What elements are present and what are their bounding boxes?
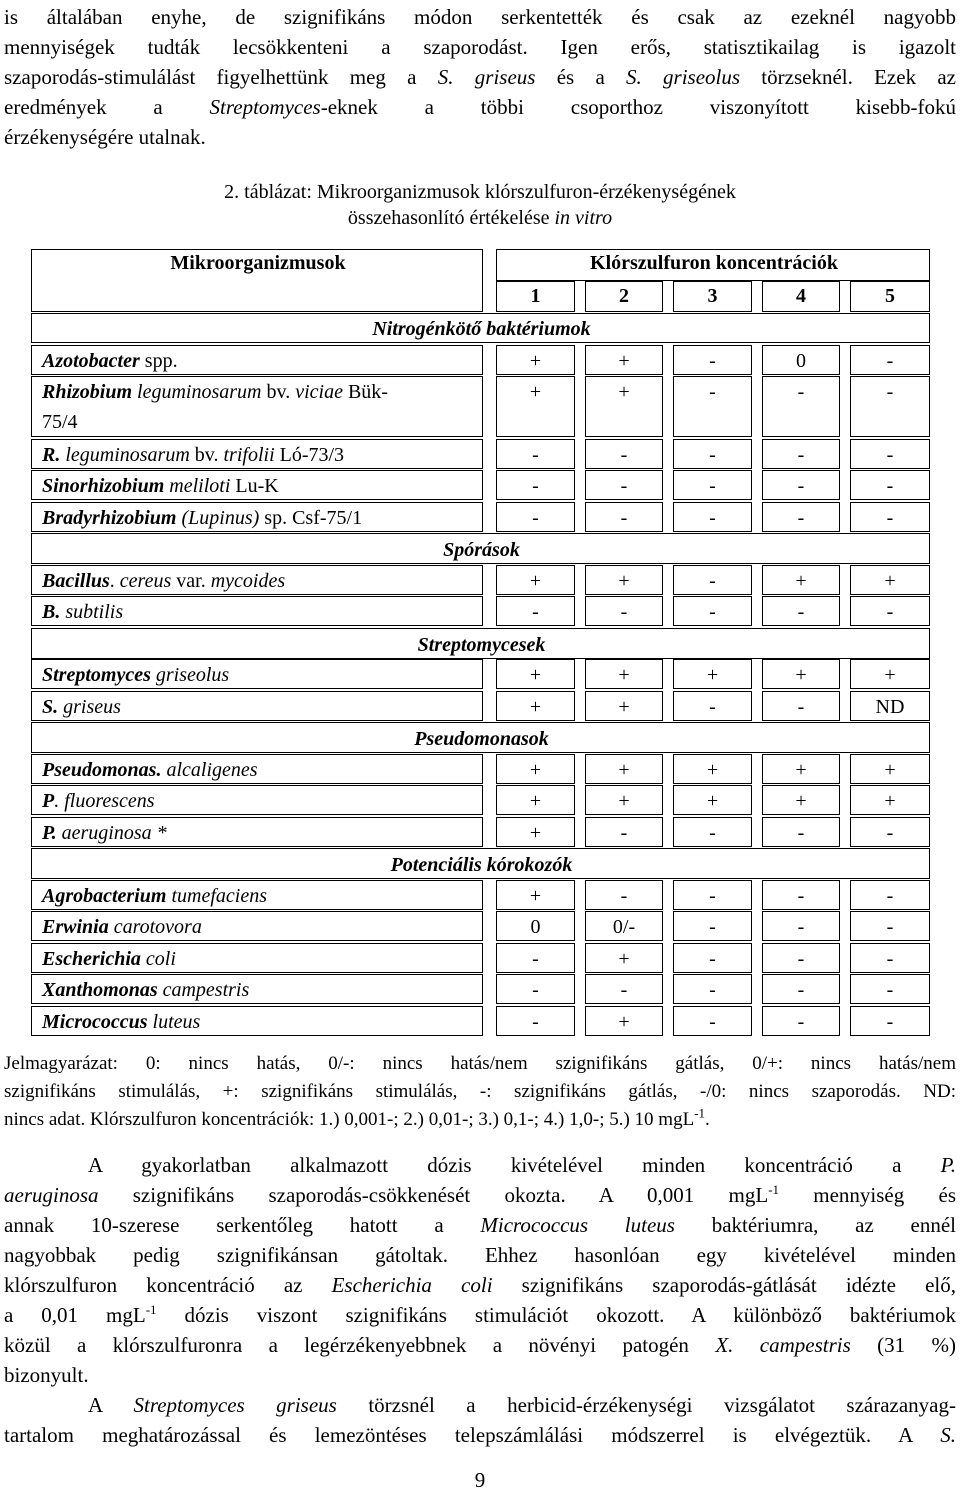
value-cell <box>496 974 575 1004</box>
value-cell <box>762 502 840 532</box>
value-text: - <box>532 601 539 623</box>
organism-name-part: leguminosarum <box>60 444 190 466</box>
value-cell <box>496 943 575 973</box>
organism-name-part: Ló-73/3 <box>274 444 345 466</box>
value-cell <box>585 785 663 815</box>
text-line: bizonyult. <box>4 1363 89 1387</box>
text-line: közül a klórszulfuronra a legérzékenyebbnek a növényi patogén X. campestris (31 %) <box>4 1333 957 1357</box>
value-text: + <box>529 696 542 718</box>
section-header-nitro <box>31 313 930 343</box>
organism-cell <box>31 880 483 910</box>
organism-name-part: Escherichia <box>42 948 141 970</box>
organism-name <box>42 505 362 531</box>
value-cell <box>585 911 663 941</box>
value-cell <box>496 880 575 910</box>
organism-name-part: trifolii <box>223 444 275 466</box>
organism-name <box>42 914 202 940</box>
organism-cell <box>31 345 483 375</box>
value-text: 0 <box>530 916 541 938</box>
organism-name-part: griseus <box>58 696 121 718</box>
body-paragraph-2 <box>4 1390 956 1450</box>
value-cell <box>585 754 663 784</box>
organism-cell <box>31 691 483 721</box>
organism-name <box>42 599 123 625</box>
organism-cell <box>31 439 483 469</box>
organism-cell <box>31 659 483 689</box>
value-cell <box>496 565 575 595</box>
value-text: - <box>620 475 628 497</box>
value-cell <box>496 1006 575 1036</box>
text-line: A gyakorlatban alkalmazott dózis kivételével minden koncentráció a P. <box>88 1153 956 1177</box>
organism-name <box>42 883 267 909</box>
value-text: + <box>529 790 542 812</box>
text-line: mennyiségek tudták lecsökkenteni a szaporodást. Igen erős, statisztikailag is igazolt <box>4 35 956 59</box>
value-cell <box>762 817 840 847</box>
organism-name-part: Bük- <box>342 381 388 403</box>
value-text: + <box>618 664 630 686</box>
table-legend <box>4 1050 956 1134</box>
value-text: - <box>620 979 628 1001</box>
value-text: + <box>706 664 719 686</box>
value-cell <box>762 880 840 910</box>
organism-cell <box>31 785 483 815</box>
value-text: + <box>618 948 630 970</box>
organism-name-part: R. <box>42 444 61 466</box>
value-text: - <box>532 1011 539 1033</box>
value-cell <box>585 943 663 973</box>
value-text: + <box>529 822 542 844</box>
value-text: - <box>797 1011 805 1033</box>
value-cell <box>762 911 840 941</box>
value-cell <box>496 785 575 815</box>
value-text: - <box>709 885 716 907</box>
value-cell <box>850 596 930 626</box>
organism-name <box>42 473 279 499</box>
value-text: - <box>532 948 539 970</box>
organism-name-part: Bradyrhizobium <box>42 507 177 529</box>
organism-name-part: P <box>42 790 55 812</box>
section-header-pseudo <box>31 722 930 753</box>
organism-name-part: sp. Csf-75/1 <box>259 507 363 529</box>
text-line: nincs adat. Klórszulfuron koncentrációk: 1.) 0,001-; 2.) 0,01-; 3.) 0,1-; 4.) 1,0-; 5.) 10 mgL$^{-1}$. <box>4 1105 710 1130</box>
value-cell <box>496 502 575 532</box>
value-cell <box>585 880 663 910</box>
value-text: - <box>620 601 628 623</box>
value-cell <box>673 943 752 973</box>
organism-name-part: S. <box>42 696 59 718</box>
organism-name-part: bv. <box>261 381 296 403</box>
value-cell <box>850 943 930 973</box>
value-text: + <box>884 570 896 592</box>
organism-name <box>42 757 258 783</box>
organism-name-part: coli <box>140 948 176 970</box>
value-text: + <box>706 759 719 781</box>
value-cell <box>762 345 840 375</box>
organism-cell <box>31 974 483 1004</box>
organism-cell <box>31 911 483 941</box>
organism-name-part: bv. <box>189 444 224 466</box>
value-text: + <box>795 664 807 686</box>
value-text: + <box>795 570 807 592</box>
value-text: - <box>797 822 805 844</box>
organism-cell <box>31 817 483 847</box>
value-text: - <box>620 885 628 907</box>
value-cell <box>496 754 575 784</box>
value-text: + <box>529 350 542 372</box>
value-cell <box>585 659 663 689</box>
value-text: - <box>620 444 628 466</box>
caption-line: összehasonlító értékelése in vitro <box>347 207 613 229</box>
value-cell <box>585 1006 663 1036</box>
organism-name-part: . <box>109 570 120 592</box>
caption-line: 2. táblázat: Mikroorganizmusok klórszulfuron-érzékenységének <box>224 181 736 203</box>
value-text: + <box>529 570 542 592</box>
organism-name-part: Streptomyces <box>42 664 151 686</box>
value-text: + <box>618 570 630 592</box>
organism-cell <box>31 376 483 437</box>
value-cell <box>673 502 752 532</box>
value-cell <box>673 376 752 437</box>
value-cell <box>673 439 752 469</box>
value-text: - <box>709 948 716 970</box>
value-text: + <box>618 759 630 781</box>
value-text: - <box>797 601 805 623</box>
value-text: - <box>886 507 894 529</box>
text-line: tartalom meghatározással és lemezöntéses telepszámlálási módszerrel is elvégeztük. A S. <box>4 1423 956 1447</box>
value-text: - <box>797 475 805 497</box>
organism-cell <box>31 470 483 500</box>
section-title: Potenciális kórokozók <box>390 854 573 876</box>
intro-paragraph <box>4 2 956 152</box>
value-text: - <box>709 570 716 592</box>
value-text: - <box>797 696 805 718</box>
value-cell <box>850 376 930 437</box>
text-line: a 0,01 mgL$^{-1}$ dózis viszont szignifikáns stimulációt okozott. A különböző baktériumok <box>4 1302 956 1327</box>
value-cell <box>673 1006 752 1036</box>
value-cell <box>496 817 575 847</box>
organism-name <box>42 977 249 1003</box>
organism-name-part: Bacillus <box>42 570 110 592</box>
value-cell <box>496 691 575 721</box>
value-text: + <box>618 790 630 812</box>
section-title: Pseudomonasok <box>414 728 549 750</box>
value-text: - <box>886 444 894 466</box>
value-text: - <box>620 822 628 844</box>
organism-name-part: subtilis <box>60 601 124 623</box>
value-cell <box>762 439 840 469</box>
value-text: - <box>886 948 894 970</box>
value-cell <box>673 754 752 784</box>
section-header-spor <box>31 533 930 564</box>
value-cell <box>585 502 663 532</box>
value-text: + <box>618 350 630 372</box>
value-cell <box>496 470 575 500</box>
value-cell <box>762 470 840 500</box>
organism-name-part: aeruginosa * <box>56 822 167 844</box>
value-text: - <box>709 601 716 623</box>
section-title: Spórások <box>443 539 520 561</box>
section-header-strep <box>31 628 930 659</box>
value-cell <box>585 376 663 437</box>
organism-name-part: carotovora <box>108 916 202 938</box>
value-cell <box>585 345 663 375</box>
value-cell <box>496 911 575 941</box>
organism-name-part: var. <box>171 570 211 592</box>
value-text: - <box>886 601 894 623</box>
organism-name <box>42 662 229 688</box>
value-text: - <box>886 475 894 497</box>
value-cell <box>850 1006 930 1036</box>
text-line: érzékenységére utalnak. <box>4 125 206 149</box>
value-text: - <box>709 822 716 844</box>
value-text: - <box>886 916 894 938</box>
organism-name-part: Agrobacterium <box>42 885 167 907</box>
value-text: + <box>529 759 542 781</box>
organism-name-part: Lu-K <box>230 475 279 497</box>
organism-cell <box>31 754 483 784</box>
value-cell <box>762 659 840 689</box>
value-cell <box>673 785 752 815</box>
value-text: - <box>709 475 716 497</box>
organism-name <box>42 568 285 594</box>
text-line: is általában enyhe, de szignifikáns módon serkentették és csak az ezeknél nagyobb <box>4 5 956 29</box>
value-text: + <box>884 664 896 686</box>
value-cell <box>850 502 930 532</box>
value-text: - <box>532 444 539 466</box>
body-paragraph-1 <box>4 1150 956 1390</box>
text-line: nagyobbak pedig szignifikánsan gátoltak. Ehhez hasonlóan egy kivételével minden <box>4 1243 956 1267</box>
value-cell <box>762 1006 840 1036</box>
col-header-5: 5 <box>850 281 930 312</box>
value-text: - <box>532 979 539 1001</box>
col-header-2: 2 <box>585 281 663 312</box>
value-text: - <box>709 507 716 529</box>
value-cell <box>850 565 930 595</box>
organism-name-part: B. <box>42 601 61 623</box>
value-text: - <box>532 475 539 497</box>
value-cell <box>850 691 930 721</box>
value-cell <box>585 470 663 500</box>
header-cell-concentrations <box>496 249 930 281</box>
value-cell <box>762 376 840 437</box>
organism-name-part: spp. <box>139 350 178 372</box>
col-header-1: 1 <box>496 281 575 312</box>
header-cell-organisms <box>31 249 483 312</box>
organism-name-part: Erwinia <box>42 916 109 938</box>
value-cell <box>850 345 930 375</box>
organism-name <box>42 1009 200 1035</box>
value-text: - <box>709 696 716 718</box>
value-cell <box>496 345 575 375</box>
value-text: - <box>886 350 894 372</box>
organism-name-continued: 75/4 <box>42 411 78 433</box>
header-organisms-label: Mikroorganizmusok <box>170 252 346 274</box>
value-text: - <box>797 885 805 907</box>
col-header-3: 3 <box>673 281 752 312</box>
value-cell <box>762 565 840 595</box>
value-text: + <box>795 790 807 812</box>
value-cell <box>673 470 752 500</box>
value-text: - <box>797 444 805 466</box>
organism-name <box>42 820 167 846</box>
text-line: szignifikáns stimulálás, +: szignifikáns stimulálás, -: szignifikáns gátlás, -/0: nincs szaporodás. ND: <box>4 1081 956 1102</box>
value-cell <box>850 470 930 500</box>
value-cell <box>850 754 930 784</box>
value-cell <box>585 817 663 847</box>
value-cell <box>850 439 930 469</box>
value-text: + <box>618 696 630 718</box>
value-text: - <box>886 979 894 1001</box>
organism-name-part: tumefaciens <box>166 885 267 907</box>
value-cell <box>673 345 752 375</box>
organism-name <box>42 694 121 720</box>
organism-name <box>42 946 176 972</box>
value-cell <box>673 596 752 626</box>
value-cell <box>850 911 930 941</box>
text-line: eredmények a Streptomyces-eknek a többi csoporthoz viszonyított kisebb-fokú <box>4 95 956 119</box>
organism-name-part: (Lupinus) <box>176 507 260 529</box>
organism-name <box>42 379 388 405</box>
value-text: + <box>529 381 542 403</box>
section-title: Nitrogénkötő baktériumok <box>372 318 591 340</box>
value-cell <box>585 974 663 1004</box>
value-cell <box>850 880 930 910</box>
organism-name <box>42 442 344 468</box>
value-cell <box>673 974 752 1004</box>
value-text: + <box>618 381 630 403</box>
organism-name-part: Micrococcus <box>42 1011 148 1033</box>
text-line: klórszulfuron koncentráció az Escherichia coli szignifikáns szaporodás-gátlását idézte elő, <box>4 1273 956 1297</box>
value-text: - <box>886 822 894 844</box>
value-text: + <box>795 759 807 781</box>
value-cell <box>673 817 752 847</box>
value-text: - <box>709 979 716 1001</box>
value-cell <box>496 376 575 437</box>
organism-name <box>42 348 178 374</box>
section-header-pot <box>31 848 930 879</box>
value-cell <box>585 439 663 469</box>
value-cell <box>762 691 840 721</box>
value-cell <box>673 911 752 941</box>
value-text: - <box>886 1011 894 1033</box>
value-cell <box>673 659 752 689</box>
value-text: + <box>618 1011 630 1033</box>
organism-name-part: Rhizobium <box>42 381 133 403</box>
value-text: - <box>709 444 716 466</box>
organism-cell <box>31 1006 483 1036</box>
value-cell <box>762 596 840 626</box>
value-text: - <box>797 916 805 938</box>
organism-cell <box>31 943 483 973</box>
value-cell <box>850 785 930 815</box>
value-text: ND <box>875 696 905 718</box>
value-text: - <box>709 350 716 372</box>
value-text: - <box>886 885 894 907</box>
value-text: - <box>709 916 716 938</box>
organism-cell <box>31 502 483 532</box>
organism-name-part: . fluorescens <box>54 790 155 812</box>
value-cell <box>673 565 752 595</box>
value-text: + <box>884 790 896 812</box>
organism-cell <box>31 596 483 626</box>
organism-cell <box>31 565 483 595</box>
value-cell <box>585 565 663 595</box>
organism-name-part: mycoides <box>210 570 286 592</box>
organism-name-part: cereus <box>119 570 172 592</box>
value-cell <box>850 974 930 1004</box>
header-concentrations-label: Klórszulfuron koncentrációk <box>590 252 838 274</box>
value-text: 0 <box>796 350 806 372</box>
value-text: - <box>797 948 805 970</box>
organism-name-part: campestris <box>157 979 250 1001</box>
value-cell <box>762 974 840 1004</box>
organism-name-part: Azotobacter <box>42 350 140 372</box>
organism-name-part: Xanthomonas <box>42 979 158 1001</box>
value-cell <box>762 754 840 784</box>
value-cell <box>585 691 663 721</box>
organism-name-part: alcaligenes <box>161 759 258 781</box>
value-text: + <box>529 664 542 686</box>
value-cell <box>496 439 575 469</box>
value-cell <box>496 596 575 626</box>
value-cell <box>850 817 930 847</box>
organism-name-part: Sinorhizobium <box>42 475 165 497</box>
value-text: - <box>886 381 894 403</box>
value-cell <box>585 596 663 626</box>
value-text: + <box>706 790 719 812</box>
value-text: - <box>797 979 805 1001</box>
page-number: 9 <box>474 1468 486 1492</box>
text-line: Jelmagyarázat: 0: nincs hatás, 0/-: nincs hatás/nem szignifikáns gátlás, 0/+: nincs hatás/nem <box>4 1053 956 1074</box>
value-text: + <box>529 885 542 907</box>
organism-name-part: P. <box>42 822 57 844</box>
text-line: aeruginosa szignifikáns szaporodás-csökkenését okozta. A 0,001 mgL$^{-1}$ mennyiség és <box>4 1182 956 1207</box>
organism-name-part: viciae <box>295 381 343 403</box>
value-text: - <box>620 507 628 529</box>
organism-name-part: leguminosarum <box>132 381 262 403</box>
value-cell <box>762 785 840 815</box>
table-caption <box>0 179 960 231</box>
value-text: - <box>797 507 805 529</box>
value-text: - <box>709 381 716 403</box>
value-text: - <box>532 507 539 529</box>
value-text: - <box>797 381 805 403</box>
value-cell <box>496 659 575 689</box>
value-cell <box>673 880 752 910</box>
organism-name-part: meliloti <box>164 475 231 497</box>
value-text: - <box>709 1011 716 1033</box>
value-text: 0/- <box>612 916 636 938</box>
value-cell <box>673 691 752 721</box>
text-line: annak 10-szerese serkentőleg hatott a Micrococcus luteus baktériumra, az ennél <box>4 1213 956 1237</box>
organism-name-part: Pseudomonas. <box>42 759 162 781</box>
value-text: + <box>884 759 896 781</box>
organism-name-part: luteus <box>147 1011 201 1033</box>
text-line: szaporodás-stimulálást figyelhettünk meg a S. griseus és a S. griseolus törzseknél. Ezek az <box>4 65 956 89</box>
value-cell <box>850 659 930 689</box>
organism-name <box>42 788 155 814</box>
section-title: Streptomycesek <box>417 634 546 656</box>
organism-name-part: griseolus <box>150 664 230 686</box>
col-header-4: 4 <box>762 281 840 312</box>
text-line: A Streptomyces griseus törzsnél a herbicid-érzékenységi vizsgálatot szárazanyag- <box>88 1393 956 1417</box>
value-cell <box>762 943 840 973</box>
